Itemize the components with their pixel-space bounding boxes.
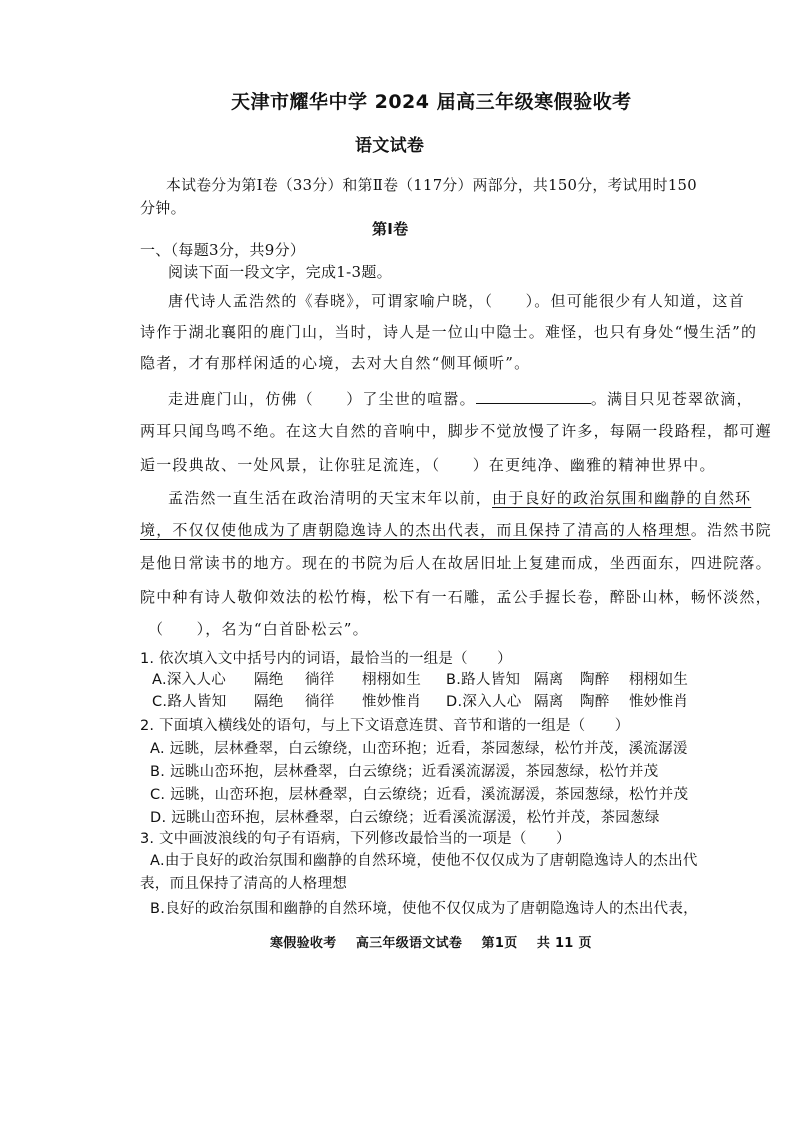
part-heading: 一、（每题3分，共9分） — [140, 241, 306, 259]
passage-p3-line4: 院中种有诗人敬仰效法的松竹梅，松下有一石雕，孟公手握长卷，醉卧山林，畅怀淡然， — [140, 588, 772, 606]
q1-a-word3: 徜徉 — [305, 672, 335, 688]
q1-d-word1: D.深入人心 — [446, 694, 522, 710]
q1-c-word3: 徜徉 — [305, 694, 335, 710]
intro-line-1: 本试卷分为第Ⅰ卷（33分）和第Ⅱ卷（117分）两部分，共150分，考试用时150 — [166, 177, 697, 194]
q2-option-b: B. 远眺山峦环抱，层林叠翠，白云缭绕；近看溪流潺湲，茶园葱绿，松竹并茂 — [150, 764, 659, 780]
q1-a-word2: 隔绝 — [254, 672, 284, 688]
wavy-underlined-sentence-part2: 境，不仅仅使他成为了唐朝隐逸诗人的杰出代表，而且保持了清高的人格理想 — [140, 521, 691, 539]
q1-c-word2: 隔绝 — [254, 694, 284, 710]
passage-p2-line1-start: 走进鹿门山，仿佛（ ）了尘世的喧嚣。 — [168, 390, 476, 408]
paper-subtitle: 语文试卷 — [355, 136, 425, 156]
question-1-stem: 1. 依次填入文中括号内的词语，最恰当的一组是（ ） — [140, 651, 512, 667]
q3-option-a-line1: A.由于良好的政治氛围和幽静的自然环境，使他不仅仅成为了唐朝隐逸诗人的杰出代 — [150, 853, 698, 869]
page-footer — [270, 934, 592, 954]
footer-subject: 高三年级语文试卷 — [355, 936, 463, 951]
passage-p3-line2-end: 。浩然书院 — [690, 521, 772, 539]
question-2-stem: 2. 下面填入横线处的语句，与上下文语意连贯、音节和谐的一组是（ ） — [140, 718, 630, 734]
q1-c-word4: 惟妙惟肖 — [362, 694, 422, 710]
q1-option-d — [446, 692, 688, 712]
wavy-underlined-sentence-part1: 由于良好的政治氛围和幽静的自然环 — [492, 489, 752, 507]
passage-p3-line1 — [168, 488, 751, 508]
q1-b-word3: 陶醉 — [580, 672, 610, 688]
footer-total-pages: 共 11 页 — [536, 936, 592, 951]
reading-instruction: 阅读下面一段文字，完成1-3题。 — [168, 263, 392, 281]
footer-exam: 寒假验收考 — [270, 936, 337, 951]
fill-blank-line — [476, 389, 591, 404]
passage-p3-line5: （ ），名为“白首卧松云”。 — [148, 620, 369, 638]
question-3-stem: 3. 文中画波浪线的句子有语病，下列修改最恰当的一项是（ ） — [140, 831, 571, 847]
q3-option-b-line1: B.良好的政治氛围和幽静的自然环境，使他不仅仅成为了唐朝隐逸诗人的杰出代表， — [150, 901, 698, 917]
q1-d-word4: 惟妙惟肖 — [629, 694, 689, 710]
q1-a-word1: A.深入人心 — [152, 672, 227, 688]
passage-p2-line3: 逅一段典故、一处风景，让你驻足流连，（ ）在更纯净、幽雅的精神世界中。 — [140, 456, 716, 474]
q1-b-word2: 隔离 — [534, 672, 564, 688]
q1-option-c — [152, 692, 421, 712]
passage-p1-line2: 诗作于湖北襄阳的鹿门山，当时，诗人是一位山中隐士。难怪，也只有身处“慢生活”的 — [140, 323, 758, 341]
q1-option-a — [152, 670, 421, 690]
section-label: 第Ⅰ卷 — [372, 220, 409, 238]
passage-p1-line3: 隐者，才有那样闲适的心境，去对大自然“侧耳倾听”。 — [140, 354, 531, 372]
footer-page-number: 第1页 — [481, 936, 518, 951]
passage-p3-line2 — [140, 520, 772, 540]
passage-p2-line2: 两耳只闻鸟鸣不绝。在这大自然的音响中，脚步不觉放慢了许多，每隔一段路程，都可邂 — [140, 422, 772, 440]
q1-b-word1: B.路人皆知 — [446, 672, 521, 688]
q1-d-word2: 隔离 — [534, 694, 564, 710]
passage-p2-line1 — [168, 389, 753, 409]
passage-p2-line1-end: 。满目只见苍翠欲滴， — [590, 390, 753, 408]
q1-a-word4: 栩栩如生 — [362, 672, 422, 688]
passage-p3-line3: 是他日常读书的地方。现在的书院为后人在故居旧址上复建而成，坐西面东，四进院落。 — [140, 554, 772, 572]
exam-title: 天津市耀华中学 2024 届高三年级寒假验收考 — [231, 91, 632, 113]
q2-option-a: A. 远眺，层林叠翠，白云缭绕，山峦环抱；近看，茶园葱绿，松竹并茂，溪流潺湲 — [150, 741, 688, 757]
q1-d-word3: 陶醉 — [580, 694, 610, 710]
q1-b-word4: 栩栩如生 — [629, 672, 689, 688]
intro-line-2: 分钟。 — [140, 199, 186, 217]
q2-option-c: C. 远眺，山峦环抱，层林叠翠，白云缭绕；近看，溪流潺湲，茶园葱绿，松竹并茂 — [150, 787, 689, 803]
q1-c-word1: C.路人皆知 — [152, 694, 227, 710]
passage-p1-line1: 唐代诗人孟浩然的《春晓》，可谓家喻户晓，（ ）。但可能很少有人知道，这首 — [168, 292, 745, 310]
passage-p3-line1-start: 孟浩然一直生活在政治清明的天宝末年以前， — [168, 489, 493, 507]
q3-option-a-line2: 表，而且保持了清高的人格理想 — [140, 876, 348, 892]
q1-option-b — [446, 670, 688, 690]
q2-option-d: D. 远眺山峦环抱，层林叠翠，白云缭绕；近看溪流潺湲，松竹并茂，茶园葱绿 — [150, 810, 660, 826]
